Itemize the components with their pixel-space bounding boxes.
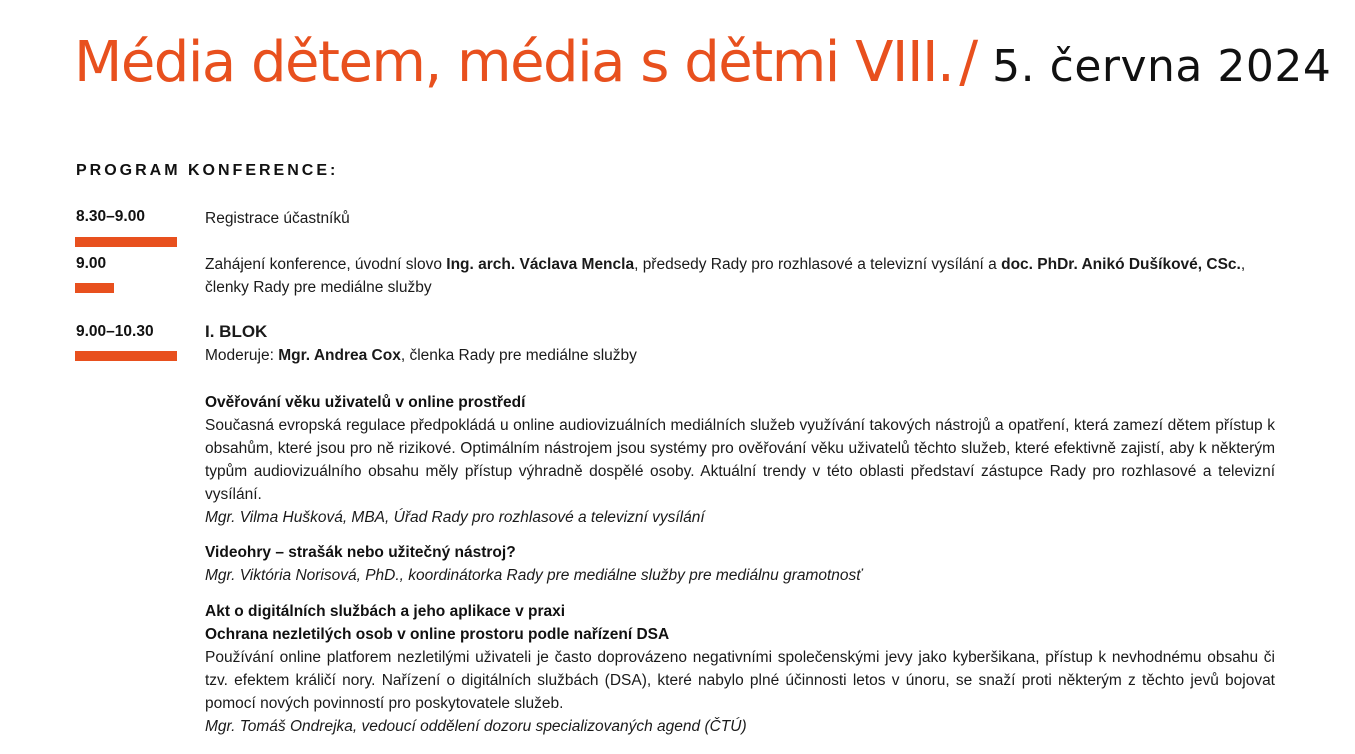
talk-speaker: Mgr. Viktória Norisová, PhD., koordinátorka Rady pre mediálne služby pre mediálnu gramotnosť bbox=[205, 567, 862, 584]
speaker-name: doc. PhDr. Anikó Dušíkové, CSc. bbox=[1001, 256, 1241, 273]
schedule-item-opening bbox=[205, 253, 1275, 299]
talk-videogames bbox=[205, 541, 1275, 587]
schedule-time-block-1: 9.00–10.30 bbox=[76, 323, 154, 340]
talk-dsa bbox=[205, 600, 1275, 738]
speaker-name: Ing. arch. Václava Mencla bbox=[446, 256, 635, 273]
title-separator: / bbox=[959, 30, 979, 95]
opening-line-2: členky Rady pre mediálne služby bbox=[205, 279, 432, 296]
talk-speaker: Mgr. Tomáš Ondrejka, vedoucí oddělení dozoru specializovaných agend (ČTÚ) bbox=[205, 718, 747, 735]
time-bar bbox=[75, 237, 177, 247]
talk-title: Akt o digitálních službách a jeho aplikace v praxi bbox=[205, 603, 566, 620]
block-title: I. BLOK bbox=[205, 322, 268, 341]
schedule-time-opening: 9.00 bbox=[76, 255, 107, 272]
schedule-item-block-1 bbox=[205, 320, 1275, 367]
talk-title: Ověřování věku uživatelů v online prostředí bbox=[205, 394, 526, 411]
schedule-item-registration: Registrace účastníků bbox=[205, 210, 350, 227]
time-bar bbox=[75, 283, 114, 293]
opening-line-1: Zahájení konference, úvodní slovo Ing. arch. Václava Mencla, předsedy Rady pro rozhlasové a televizní vysílání a doc. PhDr. Anikó Dušíkové, CSc., bbox=[205, 256, 1246, 273]
talk-age-verification bbox=[205, 391, 1275, 529]
schedule-time-registration: 8.30–9.00 bbox=[76, 208, 145, 225]
talk-description: Používání online platforem nezletilými uživateli je často doprovázeno negativními společenskými jevy jako kyberšikana, přístup k nevhodnému obsahu či tzv. efektem králičí nory. Nařízení o digitálních službách (DSA), které nabylo plné účinnosti letos v únoru, se snaží proti některým z těchto jevů bojovat pomocí nových povinností pro poskytovatele služeb. bbox=[205, 649, 1275, 712]
time-bar bbox=[75, 351, 177, 361]
talk-speaker: Mgr. Vilma Hušková, MBA, Úřad Rady pro rozhlasové a televizní vysílání bbox=[205, 509, 705, 526]
talk-subtitle: Ochrana nezletilých osob v online prostoru podle nařízení DSA bbox=[205, 626, 670, 643]
moderator-name: Mgr. Andrea Cox bbox=[278, 347, 401, 364]
talk-description: Současná evropská regulace předpokládá u online audiovizuálních mediálních služeb využívání takových nástrojů a opatření, která zamezí dětem přístup k obsahům, které jsou pro ně rizikové. Optimálním nástrojem jsou systémy pro ověřování věku uživatelů těchto služeb, které efektivně zajistí, aby k některým typům audiovizuálního obsahu měly přístup výhradně dospělé osoby. Aktuální trendy v této oblasti představí zástupce Rady pro rozhlasové a televizní vysílání. bbox=[205, 417, 1275, 503]
conference-name: Média dětem, média s dětmi VIII. bbox=[74, 30, 954, 95]
conference-date: 5. června 2024 bbox=[992, 41, 1332, 92]
moderator-line: Moderuje: Mgr. Andrea Cox, členka Rady pre mediálne služby bbox=[205, 347, 637, 364]
program-heading: PROGRAM KONFERENCE: bbox=[76, 162, 339, 179]
page-title bbox=[74, 30, 1331, 95]
talk-title: Videohry – strašák nebo užitečný nástroj? bbox=[205, 544, 516, 561]
